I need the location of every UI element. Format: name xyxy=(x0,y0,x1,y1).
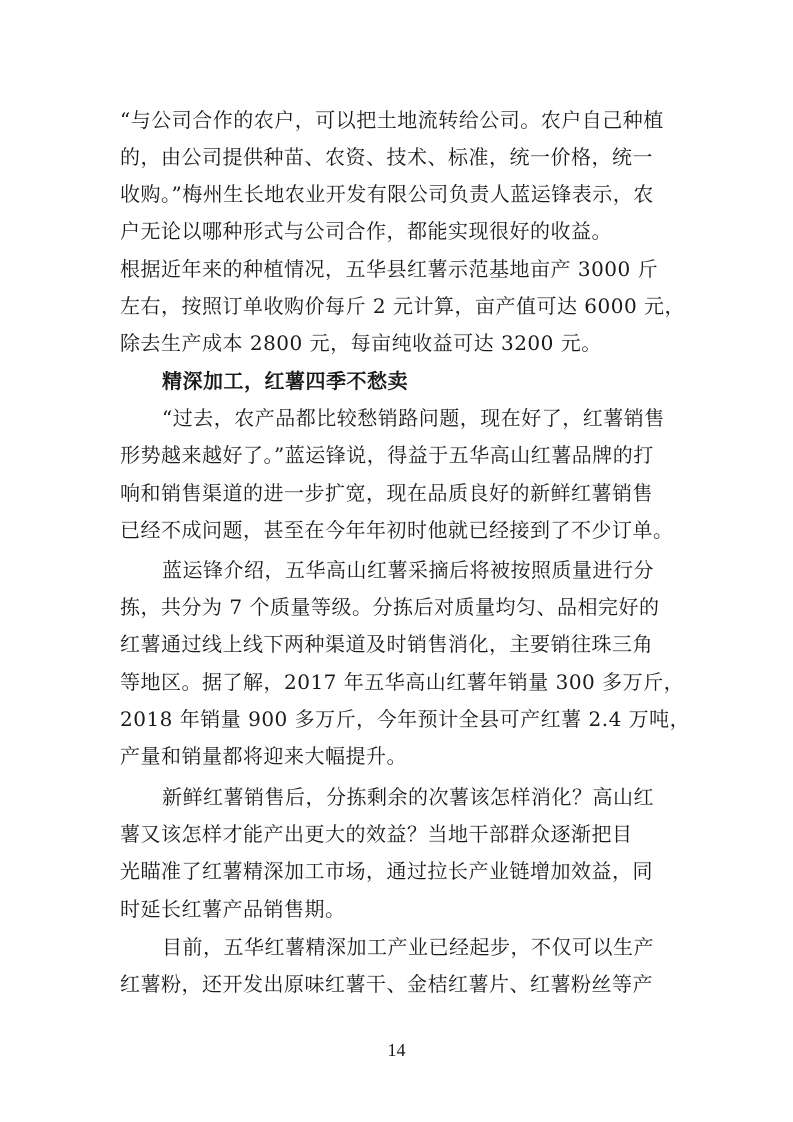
text-line: 薯又该怎样才能产出更大的效益？当地干部群众逐渐把目 xyxy=(120,822,633,846)
text-line: 形势越来越好了。”蓝运锋说，得益于五华高山红薯品牌的打 xyxy=(120,443,654,467)
text-line: 户无论以哪种形式与公司合作，都能实现很好的收益。 xyxy=(120,219,612,243)
text-line: “与公司合作的农户，可以把土地流转给公司。农户自己种植 xyxy=(120,108,664,132)
text-line: 红薯通过线上线下两种渠道及时销售消化，主要销往珠三角 xyxy=(120,632,653,656)
text-line: 收购。”梅州生长地农业开发有限公司负责人蓝运锋表示，农 xyxy=(120,182,654,206)
text-line: 已经不成问题，甚至在今年年初时他就已经接到了不少订单。 xyxy=(120,518,674,542)
paragraph-first-line: 新鲜红薯销售后，分拣剩余的次薯该怎样消化？高山红 xyxy=(162,785,654,809)
text-line: 根据近年来的种植情况，五华县红薯示范基地亩产 3000 斤 xyxy=(120,257,659,281)
text-line: 的，由公司提供种苗、农资、技术、标准，统一价格，统一 xyxy=(120,145,653,169)
page-number: 14 xyxy=(387,1040,406,1060)
paragraph-first-line: 蓝运锋介绍，五华高山红薯采摘后将被按照质量进行分 xyxy=(162,558,654,582)
text-line: 光瞄准了红薯精深加工市场，通过拉长产业链增加效益，同 xyxy=(120,859,653,883)
section-heading: 精深加工，红薯四季不愁卖 xyxy=(162,369,408,393)
text-line: 时延长红薯产品销售期。 xyxy=(120,897,346,921)
paragraph-first-line: 目前，五华红薯精深加工产业已经起步，不仅可以生产 xyxy=(162,935,654,959)
text-line: 左右，按照订单收购价每斤 2 元计算，亩产值可达 6000 元， xyxy=(120,294,686,318)
paragraph-first-line: “过去，农产品都比较愁销路问题，现在好了，红薯销售 xyxy=(162,406,665,430)
text-line: 响和销售渠道的进一步扩宽，现在品质良好的新鲜红薯销售 xyxy=(120,481,653,505)
text-line: 除去生产成本 2800 元，每亩纯收益可达 3200 元。 xyxy=(120,331,602,355)
text-line: 产量和销量都将迎来大幅提升。 xyxy=(120,744,407,768)
text-line: 2018 年销量 900 多万斤，今年预计全县可产红薯 2.4 万吨， xyxy=(120,707,691,731)
text-line: 等地区。据了解，2017 年五华高山红薯年销量 300 多万斤， xyxy=(120,670,685,694)
text-line: 拣，共分为 7 个质量等级。分拣后对质量均匀、品相完好的 xyxy=(120,595,660,619)
text-line: 红薯粉，还开发出原味红薯干、金桔红薯片、红薯粉丝等产 xyxy=(120,972,653,996)
